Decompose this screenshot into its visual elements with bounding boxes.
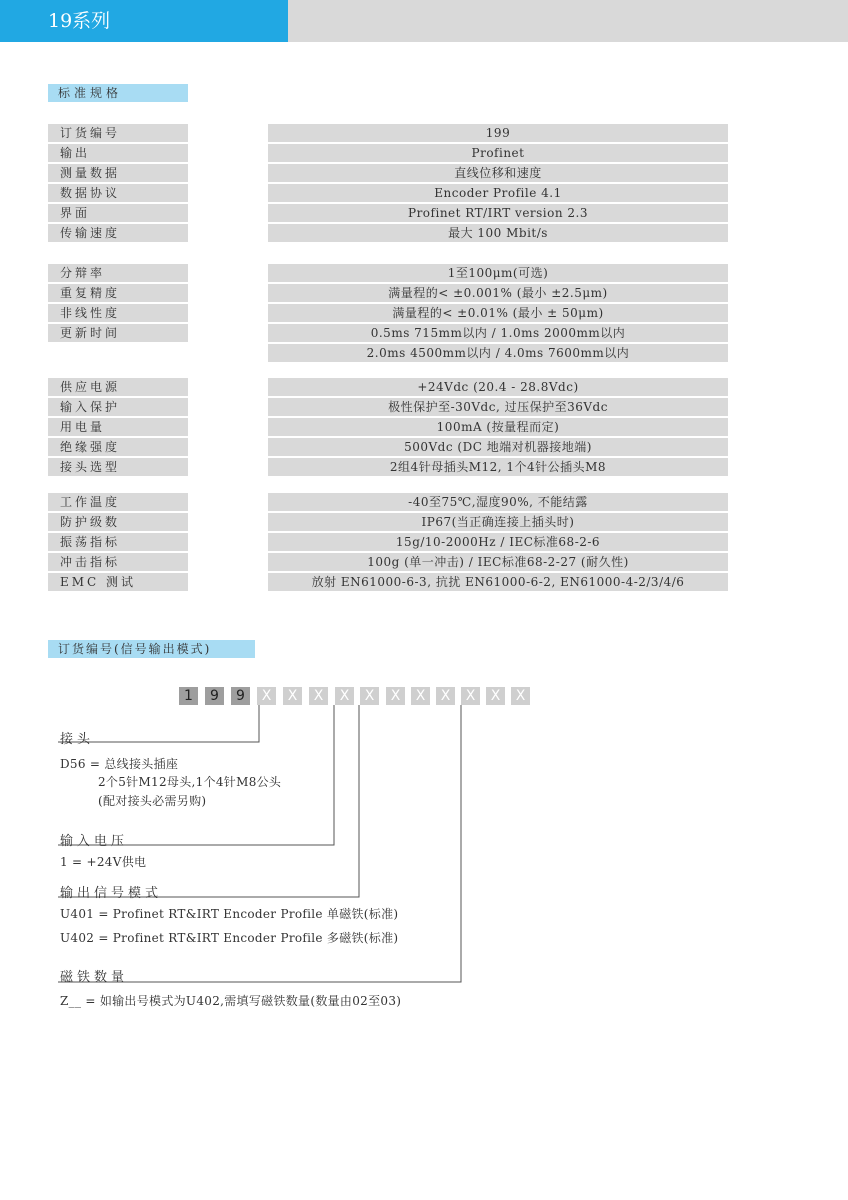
spec-label: 测量数据 bbox=[48, 164, 188, 182]
spec-value: 1至100μm(可选) bbox=[268, 264, 728, 282]
order-code-digit: 9 bbox=[205, 687, 224, 705]
spec-value: +24Vdc (20.4 - 28.8Vdc) bbox=[268, 378, 728, 396]
spec-value: 100mA (按量程而定) bbox=[268, 418, 728, 436]
order-code-placeholder: X bbox=[283, 687, 302, 705]
order-code-placeholder: X bbox=[486, 687, 505, 705]
magnets-title: 磁铁数量 bbox=[60, 970, 129, 985]
order-code-placeholder: X bbox=[335, 687, 354, 705]
spec-value: 500Vdc (DC 地端对机器接地端) bbox=[268, 438, 728, 456]
spec-value: Encoder Profile 4.1 bbox=[268, 184, 728, 202]
order-code-placeholder: X bbox=[436, 687, 455, 705]
spec-value: Profinet RT/IRT version 2.3 bbox=[268, 204, 728, 222]
spec-value: 15g/10-2000Hz / IEC标准68-2-6 bbox=[268, 533, 728, 551]
order-section-label: 订货编号(信号输出模式) bbox=[48, 640, 255, 658]
spec-label: 接头选型 bbox=[48, 458, 188, 476]
order-code-placeholder: X bbox=[360, 687, 379, 705]
order-code-placeholder: X bbox=[309, 687, 328, 705]
spec-value: 199 bbox=[268, 124, 728, 142]
order-code-placeholder: X bbox=[386, 687, 405, 705]
spec-label: 界面 bbox=[48, 204, 188, 222]
spec-label: EMC 测试 bbox=[48, 573, 188, 591]
spec-label: 绝缘强度 bbox=[48, 438, 188, 456]
spec-label: 非线性度 bbox=[48, 304, 188, 322]
spec-label: 重复精度 bbox=[48, 284, 188, 302]
spec-label: 工作温度 bbox=[48, 493, 188, 511]
spec-value: 极性保护至-30Vdc, 过压保护至36Vdc bbox=[268, 398, 728, 416]
spec-label: 订货编号 bbox=[48, 124, 188, 142]
order-code-placeholder: X bbox=[411, 687, 430, 705]
magnets-option: Z__ = 如输出号模式为U402,需填写磁铁数量(数量由02至03) bbox=[60, 994, 402, 1008]
spec-value: IP67(当正确连接上插头时) bbox=[268, 513, 728, 531]
connector-detail: 2个5针M12母头,1个4针M8公头 bbox=[98, 775, 282, 789]
order-code-digit: 1 bbox=[179, 687, 198, 705]
connector-option: D56 = 总线接头插座 bbox=[60, 757, 179, 771]
connector-title: 接头 bbox=[60, 732, 95, 747]
spec-section-label: 标准规格 bbox=[48, 84, 188, 102]
spec-value: 直线位移和速度 bbox=[268, 164, 728, 182]
order-code-placeholder: X bbox=[511, 687, 530, 705]
spec-label: 更新时间 bbox=[48, 324, 188, 342]
spec-value: 放射 EN61000-6-3, 抗扰 EN61000-6-2, EN61000-4-2/3/4/6 bbox=[268, 573, 728, 591]
spec-value: 满量程的< ±0.001% (最小 ±2.5μm) bbox=[268, 284, 728, 302]
spec-label: 输入保护 bbox=[48, 398, 188, 416]
voltage-title: 输入电压 bbox=[60, 834, 129, 849]
series-title: 19系列 bbox=[48, 10, 111, 32]
spec-value: 0.5ms 715mm以内 / 1.0ms 2000mm以内 bbox=[268, 324, 728, 342]
spec-value: 2.0ms 4500mm以内 / 4.0ms 7600mm以内 bbox=[268, 344, 728, 362]
spec-value: 最大 100 Mbit/s bbox=[268, 224, 728, 242]
spec-label: 输出 bbox=[48, 144, 188, 162]
spec-label: 用电量 bbox=[48, 418, 188, 436]
signal-option: U402 = Profinet RT&IRT Encoder Profile 多磁铁(标准) bbox=[60, 931, 399, 945]
signal-option: U401 = Profinet RT&IRT Encoder Profile 单磁铁(标准) bbox=[60, 907, 399, 921]
connector-note: (配对接头必需另购) bbox=[98, 794, 207, 808]
spec-value: 100g (单一冲击) / IEC标准68-2-27 (耐久性) bbox=[268, 553, 728, 571]
signal-title: 输出信号模式 bbox=[60, 886, 163, 901]
spec-label: 冲击指标 bbox=[48, 553, 188, 571]
voltage-option: 1 = +24V供电 bbox=[60, 855, 147, 869]
spec-label: 传输速度 bbox=[48, 224, 188, 242]
spec-value: Profinet bbox=[268, 144, 728, 162]
order-code-placeholder: X bbox=[461, 687, 480, 705]
spec-value: 满量程的< ±0.01% (最小 ± 50μm) bbox=[268, 304, 728, 322]
spec-label: 防护级数 bbox=[48, 513, 188, 531]
spec-label: 分辩率 bbox=[48, 264, 188, 282]
order-code-digit: 9 bbox=[231, 687, 250, 705]
spec-label: 数据协议 bbox=[48, 184, 188, 202]
order-code-placeholder: X bbox=[257, 687, 276, 705]
spec-value: 2组4针母插头M12, 1个4针公插头M8 bbox=[268, 458, 728, 476]
spec-value: -40至75℃,湿度90%, 不能结露 bbox=[268, 493, 728, 511]
spec-label: 供应电源 bbox=[48, 378, 188, 396]
spec-label: 振荡指标 bbox=[48, 533, 188, 551]
